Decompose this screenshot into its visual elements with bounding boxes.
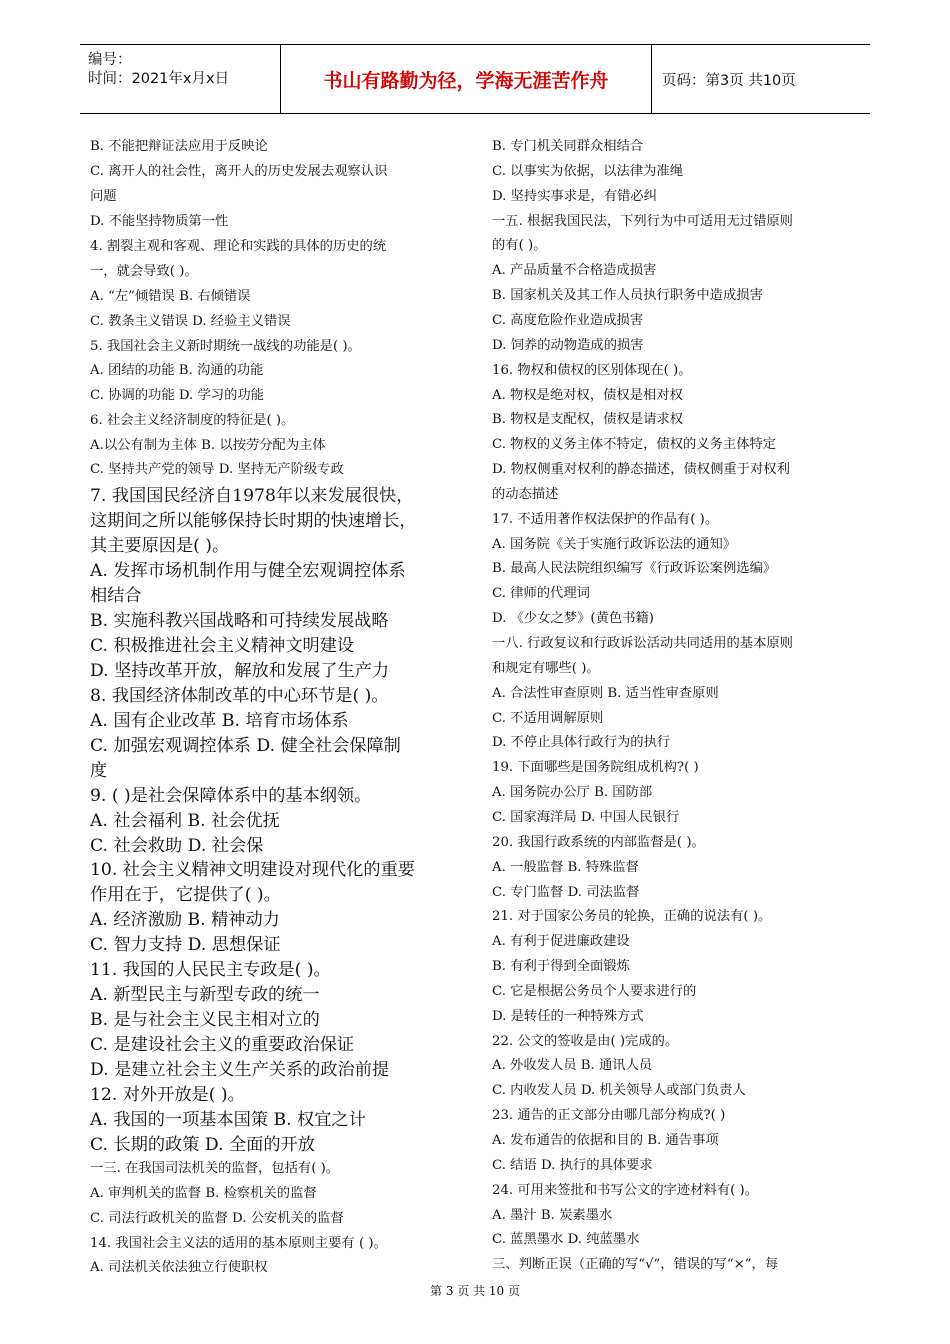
left-line: C. 离开人的社会性，离开人的历史发展去观察认识 [90,164,388,179]
left-line: A. 我国的一项基本国策 B. 权宜之计 [90,1110,366,1130]
left-line: C. 协调的功能 D. 学习的功能 [90,388,264,403]
left-line: 这期间之所以能够保持长时期的快速增长， [90,511,417,531]
right-line: A. 合法性审查原则 B. 适当性审查原则 [492,686,719,701]
right-line: 21. 对于国家公务员的轮换，正确的说法有( )。 [492,909,772,924]
left-line: 作用在于，它提供了( )。 [90,885,281,905]
right-line: 一五. 根据我国民法，下列行为中可适用无过错原则 [492,214,793,229]
left-line: D. 坚持改革开放，解放和发展了生产力 [90,661,390,681]
left-line: A. 司法机关依法独立行使职权 [90,1260,268,1275]
serial-label: 编号： [88,52,132,68]
left-line: A. “左”倾错误 B. 右倾错误 [90,289,251,304]
right-line: A. 外收发人员 B. 通讯人员 [492,1058,653,1073]
right-line: C. 蓝黑墨水 D. 纯蓝墨水 [492,1232,640,1247]
date-label: 时间：2021年x月x日 [88,71,230,87]
left-line: A. 审判机关的监督 B. 检察机关的监督 [90,1186,317,1201]
left-line: 8. 我国经济体制改革的中心环节是( )。 [90,686,389,706]
right-line: C. 不适用调解原则 [492,711,604,726]
left-line: D. 不能坚持物质第一性 [90,214,229,229]
right-line: A. 物权是绝对权，债权是相对权 [492,388,683,403]
page-label: 页码：第3页 共10页 [662,72,796,89]
right-line: A. 产品质量不合格造成损害 [492,263,657,278]
right-line: B. 最高人民法院组织编写《行政诉讼案例选编》 [492,561,777,576]
left-line: 问题 [90,189,117,204]
right-line: B. 有利于得到全面锻炼 [492,959,630,974]
left-line: D. 是建立社会主义生产关系的政治前提 [90,1060,390,1080]
left-line: C. 长期的政策 D. 全面的开放 [90,1135,315,1155]
right-line: 和规定有哪些( )。 [492,661,600,676]
right-line: B. 物权是支配权，债权是请求权 [492,412,684,427]
right-line: 17. 不适用著作权法保护的作品有( )。 [492,512,719,527]
left-line: 度 [90,761,108,781]
right-line: C. 物权的义务主体不特定，债权的义务主体特定 [492,437,777,452]
right-line: D. 不停止具体行政行为的执行 [492,735,671,750]
left-line: 5. 我国社会主义新时期统一战线的功能是( )。 [90,339,361,354]
right-line: D. 物权侧重对权利的静态描述，债权侧重于对权利 [492,462,790,477]
left-line: C. 司法行政机关的监督 D. 公安机关的监督 [90,1211,344,1226]
left-line: A.以公有制为主体 B. 以按劳分配为主体 [90,438,326,453]
left-line: 12. 对外开放是( )。 [90,1085,245,1105]
left-line: C. 社会救助 D. 社会保 [90,836,264,856]
page-header [80,44,870,114]
right-line: C. 律师的代理词 [492,586,590,601]
right-line: 22. 公文的签收是由( )完成的。 [492,1034,679,1049]
left-line: B. 不能把辩证法应用于反映论 [90,139,268,154]
right-line: 23. 通告的正文部分由哪几部分构成?( ) [492,1108,726,1123]
left-line: B. 是与社会主义民主相对立的 [90,1010,320,1030]
right-line: A. 国务院办公厅 B. 国防部 [492,785,653,800]
right-line: A. 国务院《关于实施行政诉讼法的通知》 [492,537,737,552]
right-line: C. 高度危险作业造成损害 [492,313,644,328]
right-line: D. 坚持实事求是，有错必纠 [492,189,657,204]
left-line: B. 实施科教兴国战略和可持续发展战略 [90,611,389,631]
motto: 书山有路勤为径，学海无涯苦作舟 [280,45,652,113]
right-line: 一八. 行政复议和行政诉讼活动共同适用的基本原则 [492,636,793,651]
right-line: 三、判断正误（正确的写“√”，错误的写“×”，每 [492,1257,779,1272]
page-footer: 第 3 页 共 10 页 [430,1284,520,1298]
right-line: A. 有利于促进廉政建设 [492,934,630,949]
left-line: 其主要原因是( )。 [90,536,230,556]
right-line: 20. 我国行政系统的内部监督是( )。 [492,835,705,850]
right-line: 24. 可用来签批和书写公文的字迹材料有( )。 [492,1183,759,1198]
left-line: 10. 社会主义精神文明建设对现代化的重要 [90,860,415,880]
left-line: C. 智力支持 D. 思想保证 [90,935,281,955]
left-line: 11. 我国的人民民主专政是( )。 [90,960,331,980]
right-line: C. 以事实为依据，以法律为准绳 [492,164,684,179]
left-line: 6. 社会主义经济制度的特征是( )。 [90,413,295,428]
right-line: 的动态描述 [492,487,559,502]
right-line: C. 结语 D. 执行的具体要求 [492,1158,653,1173]
left-line: C. 坚持共产党的领导 D. 坚持无产阶级专政 [90,462,344,477]
right-line: A. 墨汁 B. 炭素墨水 [492,1208,613,1223]
left-line: A. 新型民主与新型专政的统一 [90,985,320,1005]
right-line: A. 一般监督 B. 特殊监督 [492,860,639,875]
left-line: A. 团结的功能 B. 沟通的功能 [90,363,264,378]
left-line: A. 发挥市场机制作用与健全宏观调控体系 [90,561,406,581]
left-line: 一，就会导致( )。 [90,264,198,279]
right-line: 19. 下面哪些是国务院组成机构?( ) [492,760,699,775]
left-line: A. 经济激励 B. 精神动力 [90,910,280,930]
right-line: D. 是转任的一种特殊方式 [492,1009,644,1024]
right-line: B. 国家机关及其工作人员执行职务中造成损害 [492,288,763,303]
left-line: A. 社会福利 B. 社会优抚 [90,811,280,831]
left-line: 14. 我国社会主义法的适用的基本原则主要有 ( )。 [90,1236,387,1251]
left-line: 4. 割裂主观和客观、理论和实践的具体的历史的统 [90,239,387,254]
right-line: C. 它是根据公务员个人要求进行的 [492,984,697,999]
right-line: A. 发布通告的依据和目的 B. 通告事项 [492,1133,719,1148]
right-line: C. 内收发人员 D. 机关领导人或部门负责人 [492,1083,746,1098]
right-line: D. 《少女之梦》(黄色书籍) [492,611,654,626]
left-line: C. 是建设社会主义的重要政治保证 [90,1035,355,1055]
left-line: 9. ( )是社会保障体系中的基本纲领。 [90,786,372,806]
right-line: B. 专门机关同群众相结合 [492,139,644,154]
header-info-cell [80,45,280,113]
right-line: C. 国家海洋局 D. 中国人民银行 [492,810,680,825]
right-line: 的有( )。 [492,238,547,253]
left-line: 相结合 [90,586,142,606]
left-line: C. 加强宏观调控体系 D. 健全社会保障制 [90,736,401,756]
right-line: C. 专门监督 D. 司法监督 [492,885,640,900]
right-line: 16. 物权和债权的区别体现在( )。 [492,363,692,378]
left-line: C. 教条主义错误 D. 经验主义错误 [90,314,291,329]
left-line: 一三. 在我国司法机关的监督，包括有( )。 [90,1161,340,1176]
left-line: 7. 我国国民经济自1978年以来发展很快， [90,486,414,506]
left-line: A. 国有企业改革 B. 培育市场体系 [90,711,349,731]
right-line: D. 饲养的动物造成的损害 [492,338,644,353]
left-line: C. 积极推进社会主义精神文明建设 [90,636,355,656]
